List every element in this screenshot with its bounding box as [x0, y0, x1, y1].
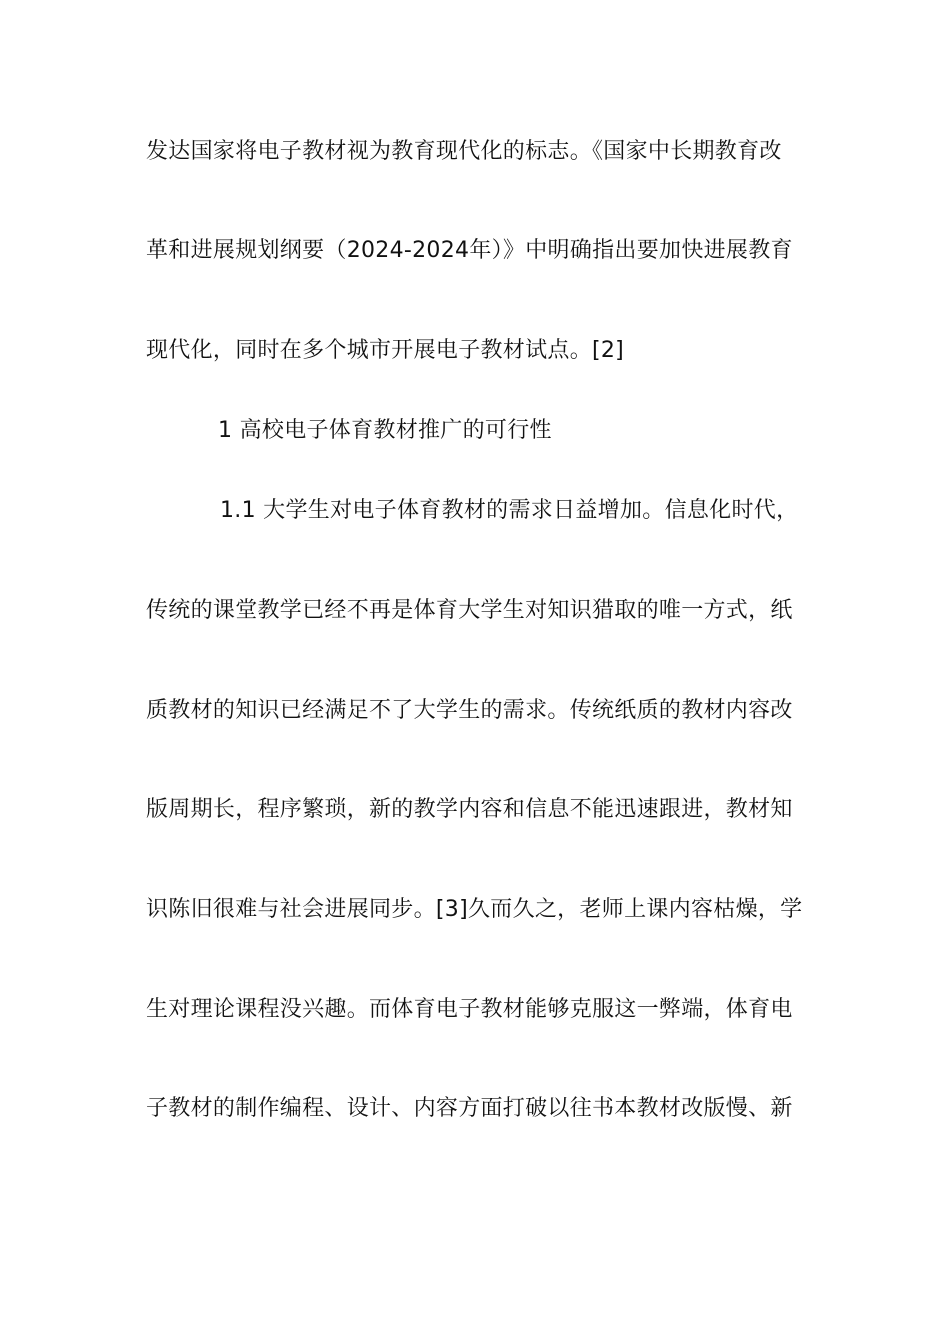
paragraph-line: 版周期长，程序繁琐，新的教学内容和信息不能迅速跟进，教材知: [146, 797, 793, 822]
paragraph-line: 质教材的知识已经满足不了大学生的需求。传统纸质的教材内容改: [146, 698, 793, 723]
paragraph-line: 识陈旧很难与社会进展同步。[3]久而久之，老师上课内容枯燥，学: [146, 897, 803, 922]
subsection-line: 1.1 大学生对电子体育教材的需求日益增加。信息化时代，: [220, 498, 799, 523]
section-heading: 1 高校电子体育教材推广的可行性: [218, 418, 552, 443]
paragraph-line: 现代化，同时在多个城市开展电子教材试点。[2]: [146, 338, 625, 363]
paragraph-line: 革和进展规划纲要（2024-2024年）》中明确指出要加快进展教育: [146, 238, 793, 263]
paragraph-line: 生对理论课程没兴趣。而体育电子教材能够克服这一弊端，体育电: [146, 997, 793, 1022]
paragraph-line: 发达国家将电子教材视为教育现代化的标志。《国家中长期教育改: [146, 139, 782, 164]
paragraph-line: 传统的课堂教学已经不再是体育大学生对知识猎取的唯一方式，纸: [146, 598, 793, 623]
paragraph-line: 子教材的制作编程、设计、内容方面打破以往书本教材改版慢、新: [146, 1096, 793, 1121]
